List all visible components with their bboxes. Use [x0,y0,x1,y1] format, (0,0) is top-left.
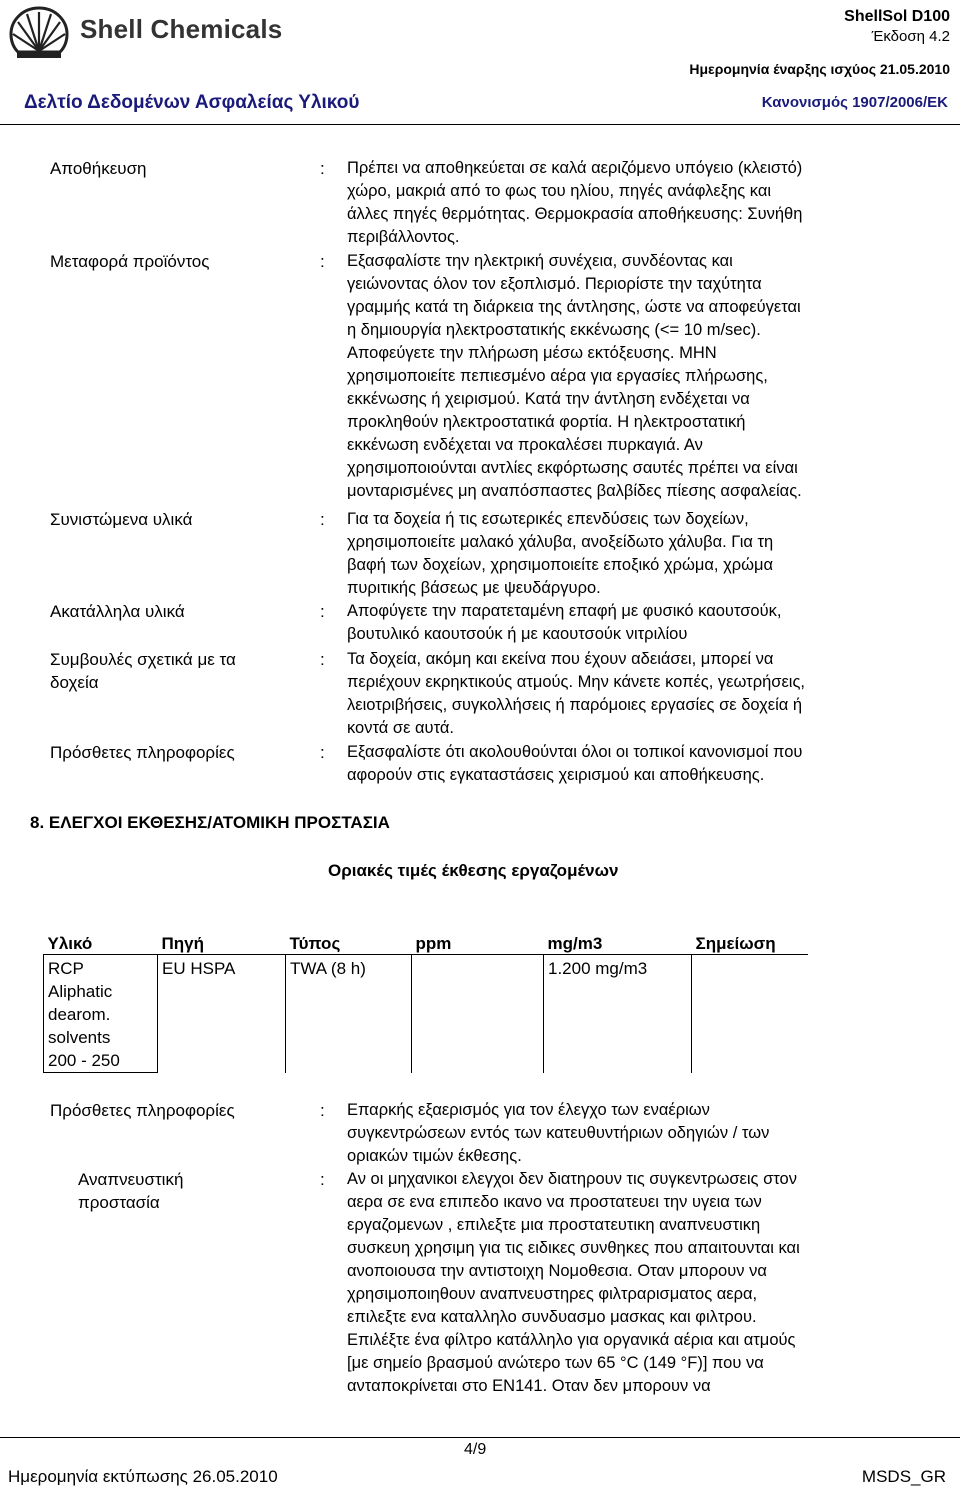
extra-row-colon: : [320,1170,325,1189]
document-code: MSDS_GR [861,1467,946,1486]
storage-row-colon: : [320,602,325,621]
storage-row-value: Αποφύγετε την παρατεταμένη επαφή με φυσικό καουτσούκ, βουτυλικό καουτσούκ ή με καουτσούκ νιτριλίου [347,602,782,643]
table-row [44,955,808,1073]
header-note: Σημείωση [692,932,808,955]
extra-row-label: Πρόσθετες πληροφορίες [50,1101,235,1120]
regulation: Κανονισμός 1907/2006/ΕΚ [761,94,948,111]
extra-row-value: Αν οι μηχανικοι ελεγχοι δεν διατηρουν τις συγκεντρωσεις στον αερα σε ενα επιπεδο ικανο να προστατευει την υγεια των εργαζομενων , επιλεξτε μια προστατευτικη αναπνευστικη συσκευη χρησιμη για τις ειδικες συνθηκες που απαιτουνται και ανοποιουσα την αντιστοιχη Νομοθεσια. Οταν μπορουν να χρησιμοποιηθουν αναπνευστηρες φιλτραρισματος αερα, επιλεξτε ενα καταλληλο συνδυασμο μασκας και φιλτρου. Επιλέξτε ένα φίλτρο κατάλληλο για οργανικά αέρια και ατμούς [με σημείο βρασμού ανώτερο των 65 °C (149 °F)] που να ανταποκρίνεται στο EN141. Οταν δεν μπορουν να [347,1170,800,1395]
storage-row-label: Ακατάλληλα υλικά [50,602,185,621]
exposure-limits-table [43,932,808,1073]
print-date: Ημερομηνία εκτύπωσης 26.05.2010 [8,1467,278,1486]
header-source: Πηγή [158,932,286,955]
product-name: ShellSol D100 [844,8,950,25]
header-ppm: ppm [412,932,544,955]
brand-name: Shell Chemicals [80,14,283,44]
storage-row-value: Εξασφαλίστε την ηλεκτρική συνέχεια, συνδέοντας και γειώνοντας όλον τον εξοπλισμό. Περιορίστε την ταχύτητα γραμμής κατά τη διάρκεια της άντλησης, ώστε να αποφεύγεται η δημιουργία ηλεκτροστατικής εκκένωσης (<= 10 m/sec). Αποφεύγετε την πλήρωση μέσω εκτόξευσης. ΜΗΝ χρησιμοποιείτε πεπιεσμένο αέρα για εργασίες πλήρωσης, εκκένωσης ή χειρισμού. Κατά την άντληση ενδέχεται να προκληθούν ηλεκτροστατικά φορτία. Η ηλεκτροστατική εκκένωση ενδέχεται να προκαλέσει πυρκαγιά. Αν χρησιμοποιούνται αντλίες εκφόρτωσης σαυτές πρέπει να είναι μονταρισμένες μη αναπόσπαστες βαλβίδες πίεσης ασφαλείας. [347,252,802,500]
storage-row-label: Συνιστώμενα υλικά [50,510,193,529]
version: Έκδοση 4.2 [871,28,950,45]
cell-type: TWA (8 h) [286,955,412,1073]
extra-row-colon: : [320,1101,325,1120]
effective-date: Ημερομηνία έναρξης ισχύος 21.05.2010 [689,61,950,77]
cell-source: EU HSPA [158,955,286,1073]
storage-row-value: Τα δοχεία, ακόμη και εκείνα που έχουν αδειάσει, μπορεί να περιέχουν εκρηκτικούς ατμούς. Μην κάνετε κοπές, γεωτρήσεις, λειοτριβήσεις, συγκολλήσεις ή παρόμοιες εργασίες σε δοχεία ή κοντά σε αυτά. [347,650,806,737]
storage-row-label: Πρόσθετες πληροφορίες [50,743,235,762]
header-mgm3: mg/m3 [544,932,692,955]
storage-row-value: Εξασφαλίστε ότι ακολουθούνται όλοι οι τοπικοί κανονισμοί που αφορούν στις εγκαταστάσεις χειρισμού και αποθήκευσης. [347,743,803,784]
storage-row-value: Πρέπει να αποθηκεύεται σε καλά αεριζόμενο υπόγειο (κλειστό) χώρο, μακριά από το φως του ηλίου, πηγές ανάφλεξης και άλλες πηγές θερμότητας. Θερμοκρασία αποθήκευσης: Συνήθη περιβάλλοντος. [347,159,803,246]
extra-row-value: Επαρκής εξαερισμός για τον έλεγχο των εναέριων συγκεντρώσεων εντός των κατευθυντήριων οδηγιών / των οριακών τιμών έκθεσης. [347,1101,770,1165]
cell-ppm [412,955,544,1073]
footer-divider [0,1437,960,1438]
storage-row-label: Μεταφορά προϊόντος [50,252,210,271]
header-material: Υλικό [44,932,158,955]
exposure-table-caption: Οριακές τιμές έκθεσης εργαζομένων [328,861,619,880]
header-divider [0,124,960,125]
extra-row-label: Αναπνευστική προστασία [78,1170,184,1212]
storage-row-label: Αποθήκευση [50,159,147,178]
storage-row-colon: : [320,159,325,178]
storage-row-label: Συμβουλές σχετικά με τα δοχεία [50,650,236,692]
page-number: 4/9 [464,1441,487,1458]
cell-material: RCP Aliphatic dearom. solvents 200 - 250 [44,955,158,1073]
storage-row-colon: : [320,252,325,271]
storage-row-value: Για τα δοχεία ή τις εσωτερικές επενδύσεις των δοχείων, χρησιμοποιείτε μαλακό χάλυβα, ανοξείδωτο χάλυβα. Για τη βαφή των δοχείων, χρησιμοποιείτε εποξικό χρώμα, χρώμα πυριτικής βάσεως με ψευδάργυρο. [347,510,774,597]
cell-note [692,955,808,1073]
cell-mgm3: 1.200 mg/m3 [544,955,692,1073]
section-8-title: 8. ΕΛΕΓΧΟΙ ΕΚΘΕΣΗΣ/ΑΤΟΜΙΚΗ ΠΡΟΣΤΑΣΙΑ [30,813,390,832]
storage-row-colon: : [320,743,325,762]
header-type: Τύπος [286,932,412,955]
storage-row-colon: : [320,510,325,529]
shell-pecten-icon [8,4,70,60]
document-title: Δελτίο Δεδομένων Ασφαλείας Υλικού [24,92,360,113]
table-header-row [44,932,808,955]
storage-row-colon: : [320,650,325,669]
